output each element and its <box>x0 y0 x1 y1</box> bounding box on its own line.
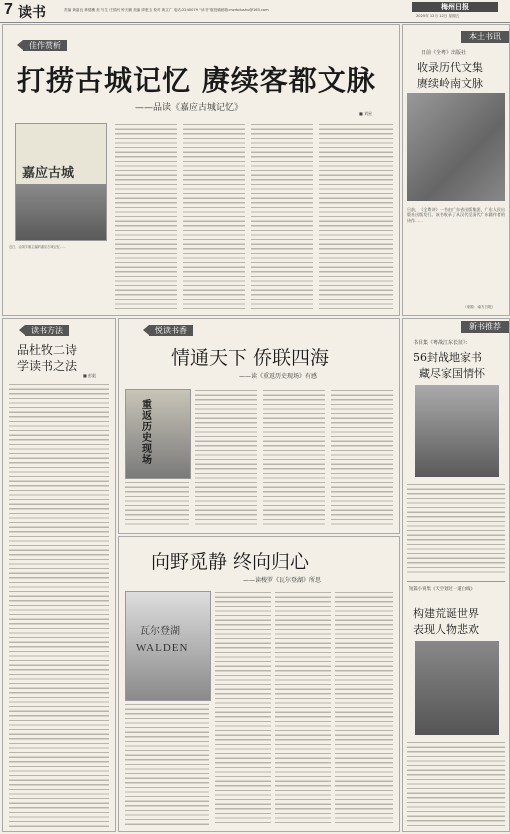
article-1-book-cover <box>15 123 107 241</box>
article-2-tag: 读书方法 <box>25 325 69 336</box>
article-3-book-cover <box>125 389 191 479</box>
article-1-col-2 <box>183 123 245 311</box>
sidebar-1-body: 日前，《全粤诗》一书由广东省出版集团、广东人民出版社出版发行。该书收录了从汉代至清代广东籍作者的诗作…… <box>407 207 505 223</box>
sidebar-2-tag: 新书推荐 <box>461 321 509 333</box>
sidebar-2-headline-3: 构建荒诞世界 <box>413 607 479 620</box>
article-4-subtitle: ——读梭罗《瓦尔登湖》所思 <box>243 577 322 584</box>
date-line: 2025年 12月 12日 星期五 <box>416 14 460 18</box>
article-1-title: 打捞古城记忆 赓续客都文脉 <box>17 64 376 97</box>
sidebar-1 <box>402 24 510 316</box>
article-2-title-2: 学读书之法 <box>17 359 78 373</box>
article-3-caption <box>125 481 189 527</box>
article-4 <box>118 536 400 832</box>
section-name: 读书 <box>18 5 46 21</box>
sidebar-1-photo <box>407 93 505 201</box>
sidebar-1-headline-2: 赓续岭南文脉 <box>417 77 483 90</box>
sidebar-2-headline-4: 表现人物悲欢 <box>413 623 479 636</box>
article-1-col-3 <box>251 123 313 311</box>
sidebar-2-body-1 <box>407 483 505 575</box>
book-cover-title: 重返历史现场 <box>142 400 152 466</box>
sidebar-2-caption-2: 短篇小说集《天空划过一道白线》 <box>409 587 475 592</box>
article-4-caption <box>125 703 209 825</box>
sidebar-1-headline-1: 收录历代文集 <box>417 61 483 74</box>
article-1 <box>2 24 400 316</box>
page-number: 7 <box>4 1 13 18</box>
article-3-title: 情通天下 侨联四海 <box>171 347 330 369</box>
article-1-col-4 <box>319 123 393 311</box>
sidebar-2-subline: 书目集《粤战江东长征》： <box>413 340 471 346</box>
book-cover-title: 嘉应古城 <box>22 166 75 181</box>
book-cover-en: WALDEN <box>136 642 189 654</box>
editors-line: 责编 黄嘉良 林德穗 美 写生 庄国河 钟天鹏 美编 廖惠玉 校对 黄文广 电话:2240079 “读书”版投稿邮箱:mzrbdushu@163.com <box>64 8 269 12</box>
paper-name-logo <box>412 2 498 12</box>
book-cover-title: 瓦尔登湖 <box>140 626 180 637</box>
article-1-subtitle: ——品读《嘉应古城记忆》 <box>135 103 244 113</box>
sidebar-2-divider <box>407 581 505 582</box>
article-4-title: 向野觅静 终向归心 <box>151 551 310 573</box>
article-2-body <box>9 383 109 827</box>
article-3 <box>118 318 400 534</box>
paper-name: 梅州日报 <box>441 3 469 11</box>
article-2-byline: ■ 彭彪 <box>83 373 97 378</box>
article-3-col-3 <box>331 389 393 527</box>
article-1-byline: ■ 刘星 <box>359 111 373 116</box>
book-cover-photo <box>16 184 106 240</box>
article-3-col-1 <box>195 389 257 527</box>
article-4-col-2 <box>275 591 331 825</box>
article-1-col-1 <box>115 123 177 311</box>
sidebar-1-source: （来源：南方日报） <box>463 305 496 309</box>
sidebar-2-book-image-1 <box>415 385 499 477</box>
sidebar-1-tag: 本土书讯 <box>461 31 509 43</box>
article-4-book-cover <box>125 591 211 701</box>
article-3-subtitle: ——读《重返历史现场》有感 <box>239 373 318 380</box>
sidebar-1-publisher: 日前《全粤》出版社 <box>421 50 467 56</box>
article-2-title-1: 品杜牧二诗 <box>17 343 78 357</box>
article-3-tag: 悦读书香 <box>149 325 193 336</box>
sidebar-2-body-2 <box>407 741 505 827</box>
article-4-col-3 <box>335 591 393 825</box>
sidebar-2 <box>402 318 510 832</box>
article-3-col-2 <box>263 389 325 527</box>
article-1-tag: 佳作赏析 <box>23 40 67 51</box>
sidebar-2-book-image-2 <box>415 641 499 735</box>
masthead <box>0 0 510 23</box>
article-1-caption: 近日，由刘宇雄主编的嘉应古城记忆…… <box>9 245 67 249</box>
sidebar-2-headline-1: 56封战地家书 <box>413 351 482 364</box>
article-4-col-1 <box>215 591 271 825</box>
sidebar-2-headline-2: 藏尽家国情怀 <box>419 367 485 380</box>
article-2 <box>2 318 116 832</box>
